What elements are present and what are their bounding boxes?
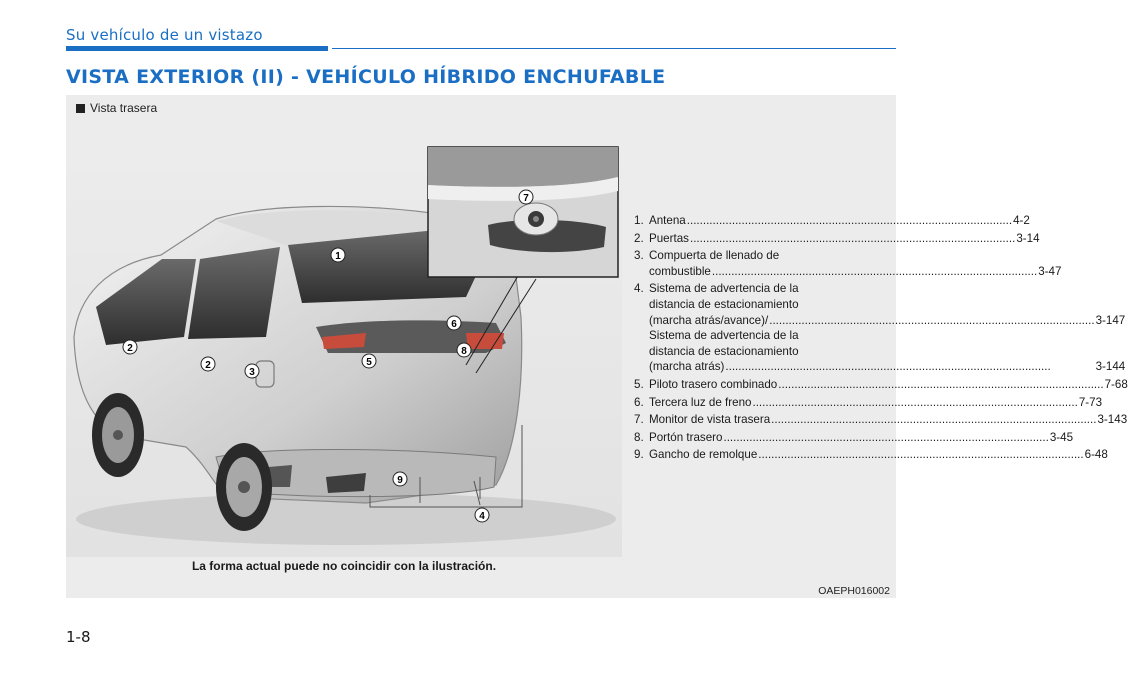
leader-dots	[769, 313, 1094, 329]
legend-item-text: distancia de estacionamiento	[649, 297, 799, 311]
leader-dots	[687, 213, 1012, 229]
legend-item-text: (marcha atrás/avance)/	[649, 313, 769, 327]
legend-item-text: Puertas	[649, 231, 689, 245]
callout-8	[457, 343, 471, 357]
legend-item-number: 4.	[634, 282, 644, 296]
callout-6	[447, 316, 461, 330]
legend-item	[634, 281, 1126, 375]
callout-4	[475, 508, 489, 522]
legend-item	[634, 248, 1062, 279]
legend-item	[634, 231, 1040, 247]
legend-item	[634, 430, 1074, 446]
view-label-text: Vista trasera	[90, 101, 158, 115]
svg-text:6: 6	[451, 319, 457, 330]
leader-dots	[712, 264, 1037, 280]
svg-text:9: 9	[397, 475, 403, 486]
view-label	[76, 101, 157, 115]
parts-legend	[634, 213, 1128, 463]
callout-2a	[123, 340, 137, 354]
svg-text:5: 5	[366, 357, 372, 368]
rear-camera-inset	[428, 147, 618, 277]
legend-item-number: 7.	[634, 413, 644, 427]
legend-item-page: 3-14	[1016, 231, 1040, 245]
legend-item-number: 3.	[634, 249, 644, 263]
legend-item-page: 3-143	[1097, 413, 1128, 427]
leader-dots	[778, 377, 1103, 393]
legend-item-page: 3-45	[1049, 430, 1074, 444]
svg-text:3: 3	[249, 367, 255, 378]
callout-9	[393, 472, 407, 486]
leader-dots	[752, 395, 1077, 411]
svg-text:2: 2	[205, 360, 211, 371]
legend-item-text: Monitor de vista trasera	[649, 413, 771, 427]
legend-item-text: Antena	[649, 214, 686, 227]
legend-item-number: 9.	[634, 448, 644, 462]
leader-dots	[690, 231, 1015, 247]
legend-item-text: (marcha atrás)	[649, 360, 725, 374]
legend-item	[634, 412, 1128, 428]
legend-item-text: Sistema de advertencia de la	[649, 282, 799, 296]
legend-item-number: 2.	[634, 231, 644, 245]
figure-caption: La forma actual puede no coincidir con la ilustración.	[191, 559, 497, 573]
legend-item	[634, 213, 1030, 229]
legend-item-text: Tercera luz de freno	[649, 395, 752, 409]
legend-item-number: 8.	[634, 430, 644, 444]
legend-item-text: distancia de estacionamiento	[649, 344, 799, 358]
svg-text:8: 8	[461, 346, 467, 357]
figure-panel	[66, 95, 1128, 598]
figure-code: OAEPH016002	[818, 585, 890, 597]
leader-dots	[771, 412, 1096, 428]
legend-item-text: Compuerta de llenado de	[649, 249, 780, 263]
legend-item-page: 7-68	[1104, 377, 1128, 391]
callout-3	[245, 364, 259, 378]
svg-text:1: 1	[335, 251, 341, 262]
legend-item-page: 3-144	[1095, 360, 1126, 374]
legend-item	[634, 395, 1103, 411]
legend-item-number: 5.	[634, 377, 644, 391]
legend-item-text: Sistema de advertencia de la	[649, 329, 799, 343]
square-bullet-icon	[76, 104, 85, 113]
legend-item-number: 6.	[634, 395, 644, 409]
legend-item-text: Gancho de remolque	[649, 448, 758, 462]
svg-text:4: 4	[479, 511, 485, 522]
page-number: 1-8	[66, 628, 91, 646]
legend-item	[634, 377, 1128, 393]
legend-item-page: 3-47	[1038, 264, 1062, 278]
page-heading: VISTA EXTERIOR (II) - VEHÍCULO HÍBRIDO ENCHUFABLE	[66, 66, 666, 88]
svg-text:7: 7	[523, 193, 529, 204]
legend-item-page: 6-48	[1084, 448, 1108, 462]
header-rule-thick	[66, 46, 328, 51]
callout-5	[362, 354, 376, 368]
legend-item-page: 7-73	[1078, 395, 1103, 409]
header-rule-thin	[332, 48, 896, 49]
legend-item-page: 3-147	[1095, 313, 1126, 327]
leader-dots	[723, 430, 1048, 446]
leader-dots	[758, 447, 1083, 463]
legend-item-text: Piloto trasero combinado	[649, 377, 778, 391]
leader-dots	[725, 359, 1094, 375]
section-title: Su vehículo de un vistazo	[66, 26, 263, 44]
callout-1	[331, 248, 345, 262]
callout-7	[519, 190, 533, 204]
legend-item-text: Portón trasero	[649, 430, 723, 444]
legend-item-text: combustible	[649, 264, 711, 278]
legend-item-number: 1.	[634, 214, 644, 227]
legend-item	[634, 447, 1108, 463]
svg-text:2: 2	[127, 343, 133, 354]
legend-item-page: 4-2	[1013, 214, 1030, 227]
callout-2b	[201, 357, 215, 371]
